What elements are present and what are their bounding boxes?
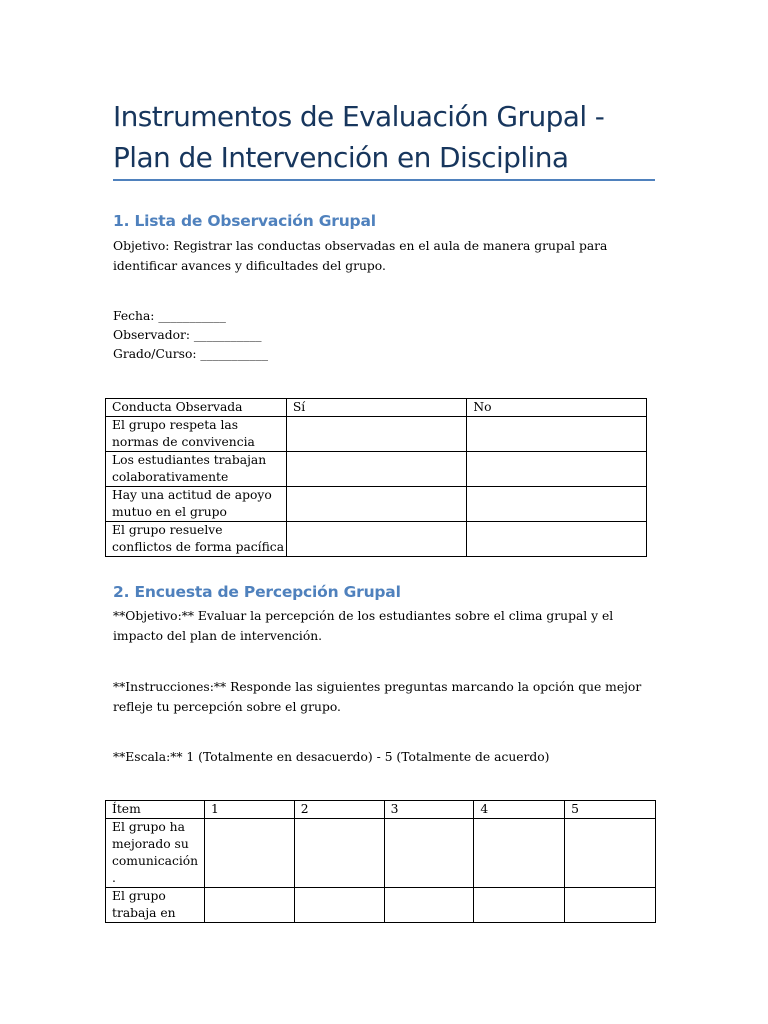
rating-cell[interactable] xyxy=(565,888,656,923)
rating-cell[interactable] xyxy=(384,888,474,923)
behavior-cell: El grupo resuelve conflictos de forma pacífica xyxy=(106,522,287,557)
no-cell[interactable] xyxy=(467,522,647,557)
header-cell: 5 xyxy=(565,801,656,819)
section-2-heading: 2. Encuesta de Percepción Grupal xyxy=(113,583,401,601)
section-1-objective: Objetivo: Registrar las conductas observadas en el aula de manera grupal para identificar avances y dificultades del grupo. xyxy=(113,239,608,273)
section-2-objective: **Objetivo:** Evaluar la percepción de los estudiantes sobre el clima grupal y el impacto del plan de intervención. xyxy=(113,609,614,643)
header-cell: 1 xyxy=(204,801,294,819)
rating-cell[interactable] xyxy=(294,819,384,888)
header-cell: Ítem xyxy=(106,801,205,819)
yes-cell[interactable] xyxy=(286,417,467,452)
yes-cell[interactable] xyxy=(286,452,467,487)
no-cell[interactable] xyxy=(467,417,647,452)
table-header-row xyxy=(106,801,656,819)
header-cell: No xyxy=(467,399,647,417)
behavior-cell: Los estudiantes trabajan colaborativamente xyxy=(106,452,287,487)
survey-table xyxy=(105,800,656,923)
behavior-cell: Hay una actitud de apoyo mutuo en el grupo xyxy=(106,487,287,522)
observation-table xyxy=(105,398,647,557)
rating-cell[interactable] xyxy=(204,819,294,888)
section-2-instructions: **Instrucciones:** Responde las siguientes preguntas marcando la opción que mejor refleje tu percepción sobre el grupo. xyxy=(113,680,642,714)
item-cell: El grupo ha mejorado su comunicación . xyxy=(106,819,205,888)
table-row xyxy=(106,819,656,888)
title-line-2: Plan de Intervención en Disciplina xyxy=(113,141,569,174)
table-header-row xyxy=(106,399,647,417)
header-cell: 2 xyxy=(294,801,384,819)
section-1-heading: 1. Lista de Observación Grupal xyxy=(113,212,376,230)
rating-cell[interactable] xyxy=(474,888,565,923)
no-cell[interactable] xyxy=(467,452,647,487)
yes-cell[interactable] xyxy=(286,522,467,557)
table-row xyxy=(106,522,647,557)
item-cell: El grupo trabaja en xyxy=(106,888,205,923)
table-row xyxy=(106,417,647,452)
section-2-scale: **Escala:** 1 (Totalmente en desacuerdo) - 5 (Totalmente de acuerdo) xyxy=(113,750,550,764)
observer-field: Observador: ___________ xyxy=(113,328,262,342)
behavior-cell: El grupo respeta las normas de convivencia xyxy=(106,417,287,452)
rating-cell[interactable] xyxy=(474,819,565,888)
document-title xyxy=(113,96,655,178)
rating-cell[interactable] xyxy=(384,819,474,888)
header-cell: Sí xyxy=(286,399,467,417)
header-cell: Conducta Observada xyxy=(106,399,287,417)
grade-field: Grado/Curso: ___________ xyxy=(113,347,269,361)
table-row xyxy=(106,888,656,923)
title-underline xyxy=(113,179,655,181)
header-cell: 3 xyxy=(384,801,474,819)
rating-cell[interactable] xyxy=(294,888,384,923)
yes-cell[interactable] xyxy=(286,487,467,522)
header-cell: 4 xyxy=(474,801,565,819)
table-row xyxy=(106,487,647,522)
title-line-1: Instrumentos de Evaluación Grupal - xyxy=(113,100,605,133)
date-field: Fecha: ___________ xyxy=(113,309,226,323)
rating-cell[interactable] xyxy=(204,888,294,923)
no-cell[interactable] xyxy=(467,487,647,522)
rating-cell[interactable] xyxy=(565,819,656,888)
table-row xyxy=(106,452,647,487)
